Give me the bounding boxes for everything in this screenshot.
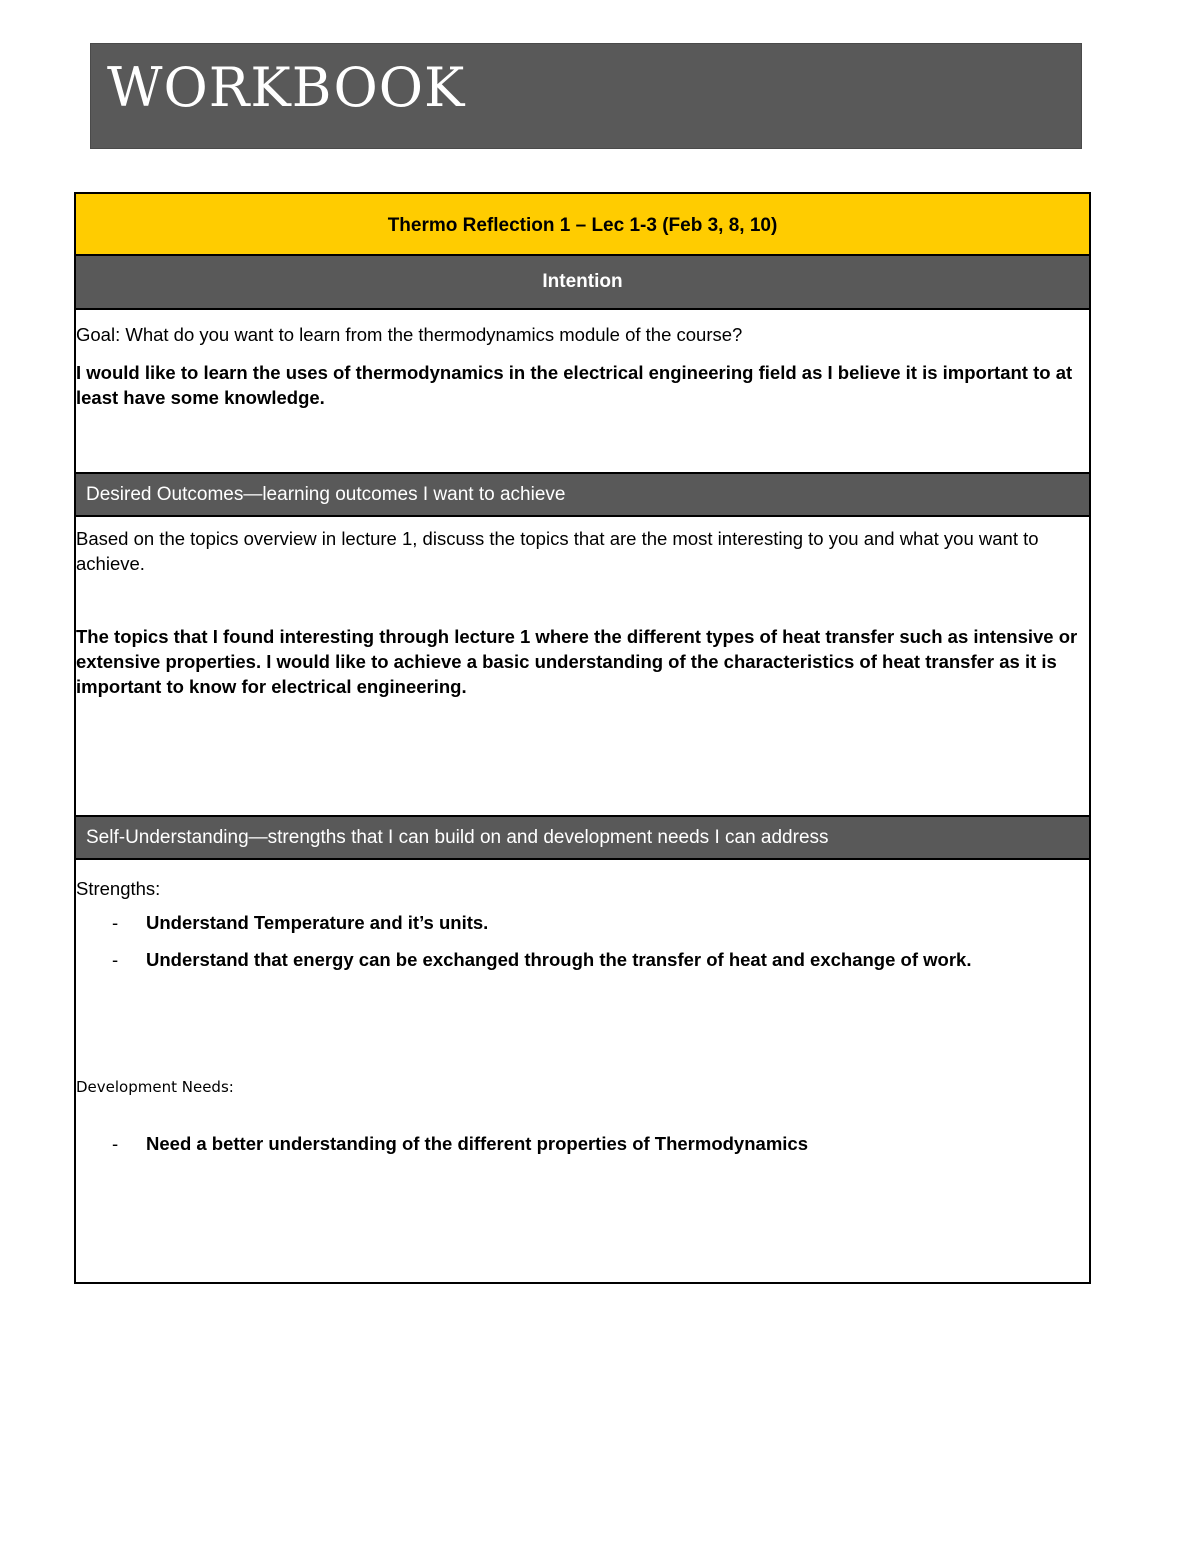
strengths-label: Strengths:	[76, 878, 161, 899]
desired-outcomes-prompt: Based on the topics overview in lecture 1, discuss the topics that are the most interesting to you and what you want to achieve.	[76, 528, 1039, 574]
self-understanding-header	[76, 817, 1089, 860]
development-needs-label: Development Needs:	[76, 1078, 234, 1096]
form-title: Thermo Reflection 1 – Lec 1-3 (Feb 3, 8, 10)	[387, 215, 778, 236]
goal-answer[interactable]: I would like to learn the uses of thermodynamics in the electrical engineering field as I believe it is important to at least have some knowledge.	[76, 362, 1073, 408]
bullet-dash: -	[112, 1133, 119, 1154]
strength-item	[76, 947, 1076, 997]
bullet-dash: -	[112, 949, 119, 970]
bullet-dash: -	[112, 912, 119, 933]
workbook-banner	[90, 43, 1082, 149]
reflection-form	[74, 192, 1091, 1284]
desired-outcomes-answer[interactable]: The topics that I found interesting through lecture 1 where the different types of heat transfer such as intensive or extensive properties. I would like to achieve a basic understanding of the characteristics of heat transfer as it is important to know for electrical engineering.	[76, 626, 1078, 697]
desired-outcomes-section	[76, 517, 1089, 817]
strength-text[interactable]: Understand that energy can be exchanged through the transfer of heat and exchange of work.	[146, 949, 972, 970]
goal-prompt: Goal: What do you want to learn from the thermodynamics module of the course?	[76, 324, 743, 345]
banner-title: WORKBOOK	[107, 56, 466, 119]
desired-outcomes-header	[76, 474, 1089, 517]
desired-outcomes-heading: Desired Outcomes—learning outcomes I want to achieve	[86, 484, 566, 505]
form-title-row	[76, 194, 1089, 256]
intention-heading: Intention	[542, 271, 623, 292]
goal-section	[76, 310, 1089, 474]
strength-text[interactable]: Understand Temperature and it’s units.	[146, 912, 489, 933]
intention-header	[76, 256, 1089, 310]
development-need-item	[76, 1131, 1076, 1156]
self-understanding-section	[76, 860, 1089, 1282]
development-need-text[interactable]: Need a better understanding of the different properties of Thermodynamics	[146, 1133, 808, 1154]
strength-item	[76, 910, 1076, 935]
self-understanding-heading: Self-Understanding—strengths that I can build on and development needs I can address	[86, 827, 829, 848]
